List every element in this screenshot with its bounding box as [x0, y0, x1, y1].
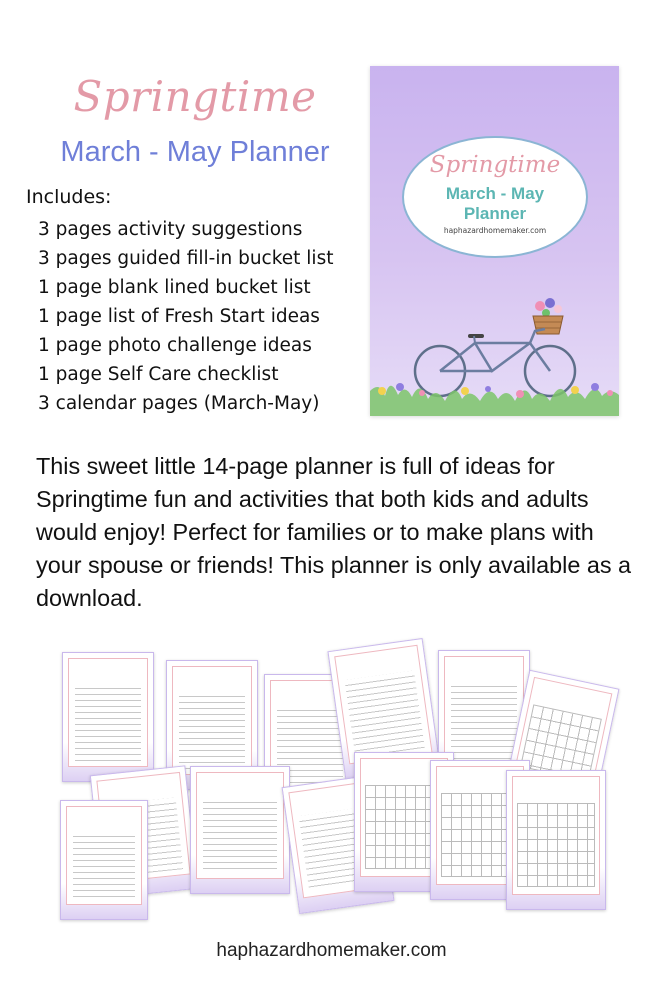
planner-cover-image	[370, 66, 619, 416]
page-title: Springtime	[73, 72, 317, 121]
cover-line-2: Planner	[463, 204, 527, 223]
calendar-may-preview	[506, 770, 606, 910]
activity-page-preview	[62, 652, 154, 782]
includes-list	[38, 215, 333, 418]
bicycle-illustration	[370, 291, 619, 416]
page-subtitle: March - May Planner	[60, 136, 330, 168]
planner-pages-collage	[50, 640, 610, 920]
cover-title: Springtime	[429, 152, 561, 178]
list-item: 1 page blank lined bucket list	[38, 277, 311, 298]
includes-heading: Includes:	[26, 186, 112, 208]
footer-website: haphazardhomemaker.com	[216, 940, 447, 961]
cover-website: haphazardhomemaker.com	[443, 226, 547, 235]
list-item: 1 page Self Care checklist	[38, 364, 279, 385]
cover-title-oval	[402, 136, 588, 258]
list-item: 3 pages activity suggestions	[38, 219, 303, 240]
product-description: This sweet little 14-page planner is full of ideas for Springtime fun and activities that both kids and adults would enjoy! Perfect for families or to make plans with your spouse or friends! This planner is only available as a download.	[36, 453, 632, 611]
bucket-list-page-preview	[60, 800, 148, 920]
list-item: 1 page photo challenge ideas	[38, 335, 312, 356]
list-item: 1 page list of Fresh Start ideas	[38, 306, 320, 327]
list-item: 3 pages guided fill-in bucket list	[38, 248, 334, 269]
list-item: 3 calendar pages (March-May)	[38, 393, 320, 414]
cover-line-1: March - May	[445, 184, 545, 203]
bucket-list-page-preview	[190, 766, 290, 894]
